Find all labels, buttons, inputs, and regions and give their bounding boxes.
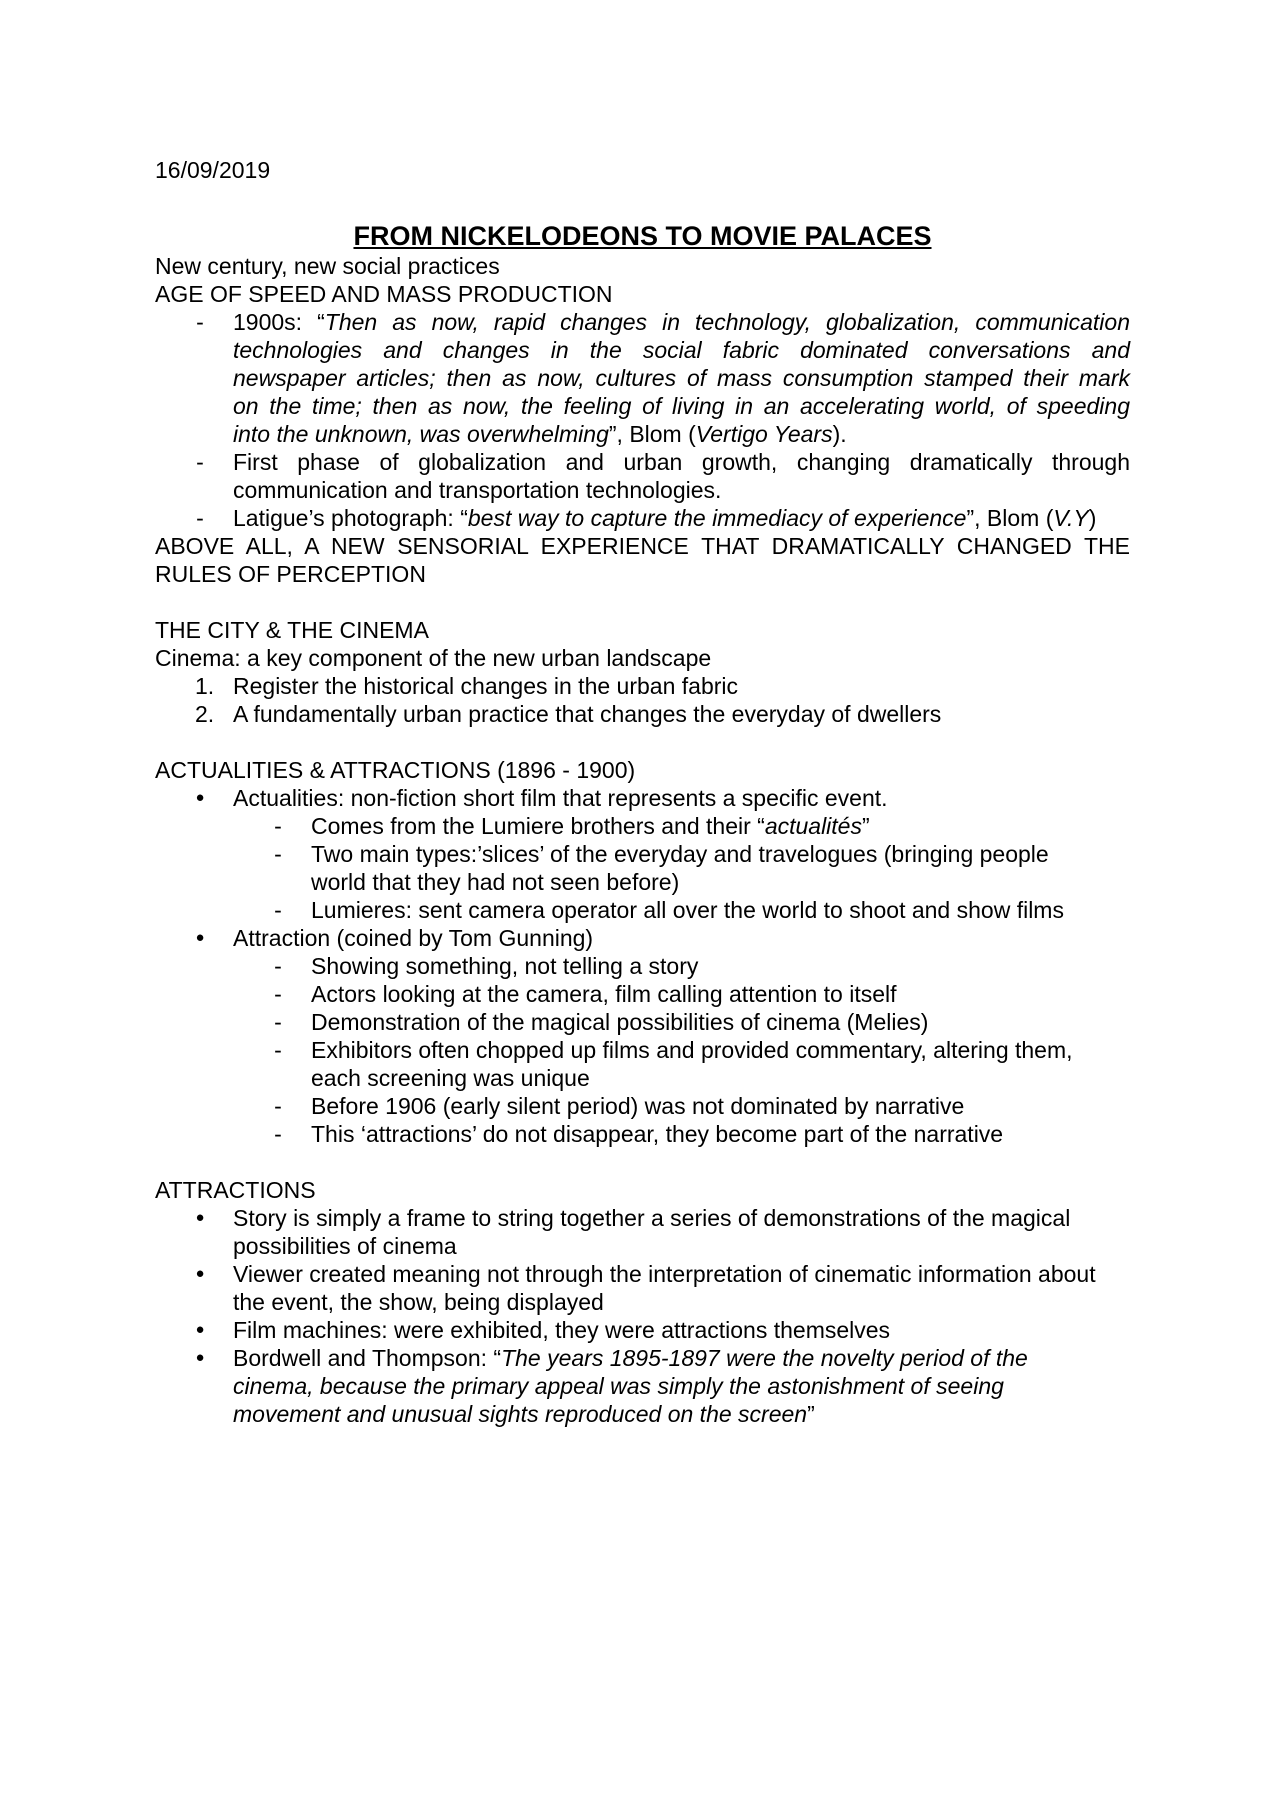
- quote-text: into the unknown, was overwhelming: [233, 421, 609, 447]
- dash-marker: -: [196, 449, 204, 475]
- section-heading-actualities: ACTUALITIES & ATTRACTIONS (1896 - 1900): [155, 757, 636, 783]
- list-item-text: Film machines: were exhibited, they were attractions themselves: [233, 1317, 891, 1343]
- quote-text: Then as now, rapid changes in technology, globalization, communication: [324, 309, 1130, 335]
- text-span: ”: [807, 1401, 815, 1427]
- dash-marker: -: [274, 981, 282, 1007]
- quote-text: on the time; then as now, the feeling of living in an accelerating world, of speeding: [233, 393, 1130, 419]
- list-item-text: Actors looking at the camera, film calling attention to itself: [311, 981, 897, 1007]
- section-heading-attractions: ATTRACTIONS: [155, 1177, 316, 1203]
- text-span: Comes from the Lumiere brothers and their “: [311, 813, 765, 839]
- bullet-marker: ●: [195, 1349, 205, 1366]
- section-intro: Cinema: a key component of the new urban landscape: [155, 645, 712, 671]
- quote-text: best way to capture the immediacy of experience: [467, 505, 967, 531]
- number-marker: 1.: [195, 673, 215, 699]
- bullet-marker: ●: [195, 1209, 205, 1226]
- list-item-text: Viewer created meaning not through the interpretation of cinematic information about: [233, 1261, 1096, 1287]
- page-title: FROM NICKELODEONS TO MOVIE PALACES: [353, 221, 932, 251]
- text-span: Latigue’s photograph: “: [233, 505, 468, 531]
- quote-line: [233, 1398, 815, 1430]
- dash-marker: -: [274, 953, 282, 979]
- text-span: ”: [861, 813, 870, 839]
- list-item-text: communication and transportation technologies.: [233, 477, 722, 503]
- list-item-text: Lumieres: sent camera operator all over the world to shoot and show films: [311, 897, 1064, 923]
- list-item-text: A fundamentally urban practice that changes the everyday of dwellers: [233, 701, 942, 727]
- dash-marker: -: [274, 1093, 282, 1119]
- dash-marker: -: [274, 1037, 282, 1063]
- citation: ”, Blom (: [608, 421, 696, 447]
- dash-marker: -: [274, 897, 282, 923]
- date: 16/09/2019: [155, 157, 271, 183]
- intro-line: New century, new social practices: [155, 253, 500, 279]
- list-item-text: Demonstration of the magical possibilities of cinema (Melies): [311, 1009, 929, 1035]
- quote-text: cinema, because the primary appeal was simply the astonishment of seeing: [233, 1373, 1004, 1399]
- quote-text: The years 1895-1897 were the novelty period of the: [501, 1345, 1028, 1371]
- number-marker: 2.: [195, 701, 215, 727]
- section-heading-speed: AGE OF SPEED AND MASS PRODUCTION: [155, 281, 613, 307]
- quote-text: actualités: [764, 813, 862, 839]
- quote-prefix: 1900s: “: [233, 309, 325, 335]
- list-item-text: Attraction (coined by Tom Gunning): [233, 925, 594, 951]
- list-item-text: world that they had not seen before): [311, 869, 680, 895]
- dash-marker: -: [196, 505, 204, 531]
- caps-statement: ABOVE ALL, A NEW SENSORIAL EXPERIENCE THAT DRAMATICALLY CHANGED THE: [155, 533, 1130, 559]
- dash-marker: -: [274, 841, 282, 867]
- list-item-text: Two main types:’slices’ of the everyday and travelogues (bringing people: [311, 841, 1049, 867]
- dash-marker: -: [196, 309, 204, 335]
- book-title: Vertigo Years: [695, 421, 833, 447]
- list-item-text: Before 1906 (early silent period) was not dominated by narrative: [311, 1093, 965, 1119]
- citation: ).: [832, 421, 847, 447]
- quote-text: movement and unusual sights reproduced on the screen: [233, 1401, 808, 1427]
- text-span: Bordwell and Thompson: “: [233, 1345, 502, 1371]
- bullet-marker: ●: [195, 1321, 205, 1338]
- list-item-text: Story is simply a frame to string together a series of demonstrations of the magical: [233, 1205, 1071, 1231]
- citation: ): [1088, 505, 1097, 531]
- quote-text: newspaper articles; then as now, cultures of mass consumption stamped their mark: [233, 365, 1130, 391]
- quote-text: technologies and changes in the social fabric dominated conversations and: [233, 337, 1130, 363]
- dash-marker: -: [274, 813, 282, 839]
- list-item-text: the event, the show, being displayed: [233, 1289, 604, 1315]
- section-heading-city: THE CITY & THE CINEMA: [155, 617, 429, 643]
- book-title: V.Y: [1053, 505, 1089, 531]
- list-item-text: possibilities of cinema: [233, 1233, 457, 1259]
- bullet-marker: ●: [195, 929, 205, 946]
- list-item-text: Register the historical changes in the urban fabric: [233, 673, 739, 699]
- list-item-text: each screening was unique: [311, 1065, 590, 1091]
- list-item-text: Actualities: non-fiction short film that represents a specific event.: [233, 785, 888, 811]
- citation: ”, Blom (: [966, 505, 1054, 531]
- caps-statement: RULES OF PERCEPTION: [155, 561, 426, 587]
- dash-marker: -: [274, 1009, 282, 1035]
- list-item-text: Showing something, not telling a story: [311, 953, 699, 979]
- bullet-marker: ●: [195, 789, 205, 806]
- bullet-marker: ●: [195, 1265, 205, 1282]
- list-item-text: This ‘attractions’ do not disappear, they become part of the narrative: [311, 1121, 1004, 1147]
- list-item-text: First phase of globalization and urban growth, changing dramatically through: [233, 449, 1130, 475]
- dash-marker: -: [274, 1121, 282, 1147]
- list-item-text: Exhibitors often chopped up films and provided commentary, altering them,: [311, 1037, 1073, 1063]
